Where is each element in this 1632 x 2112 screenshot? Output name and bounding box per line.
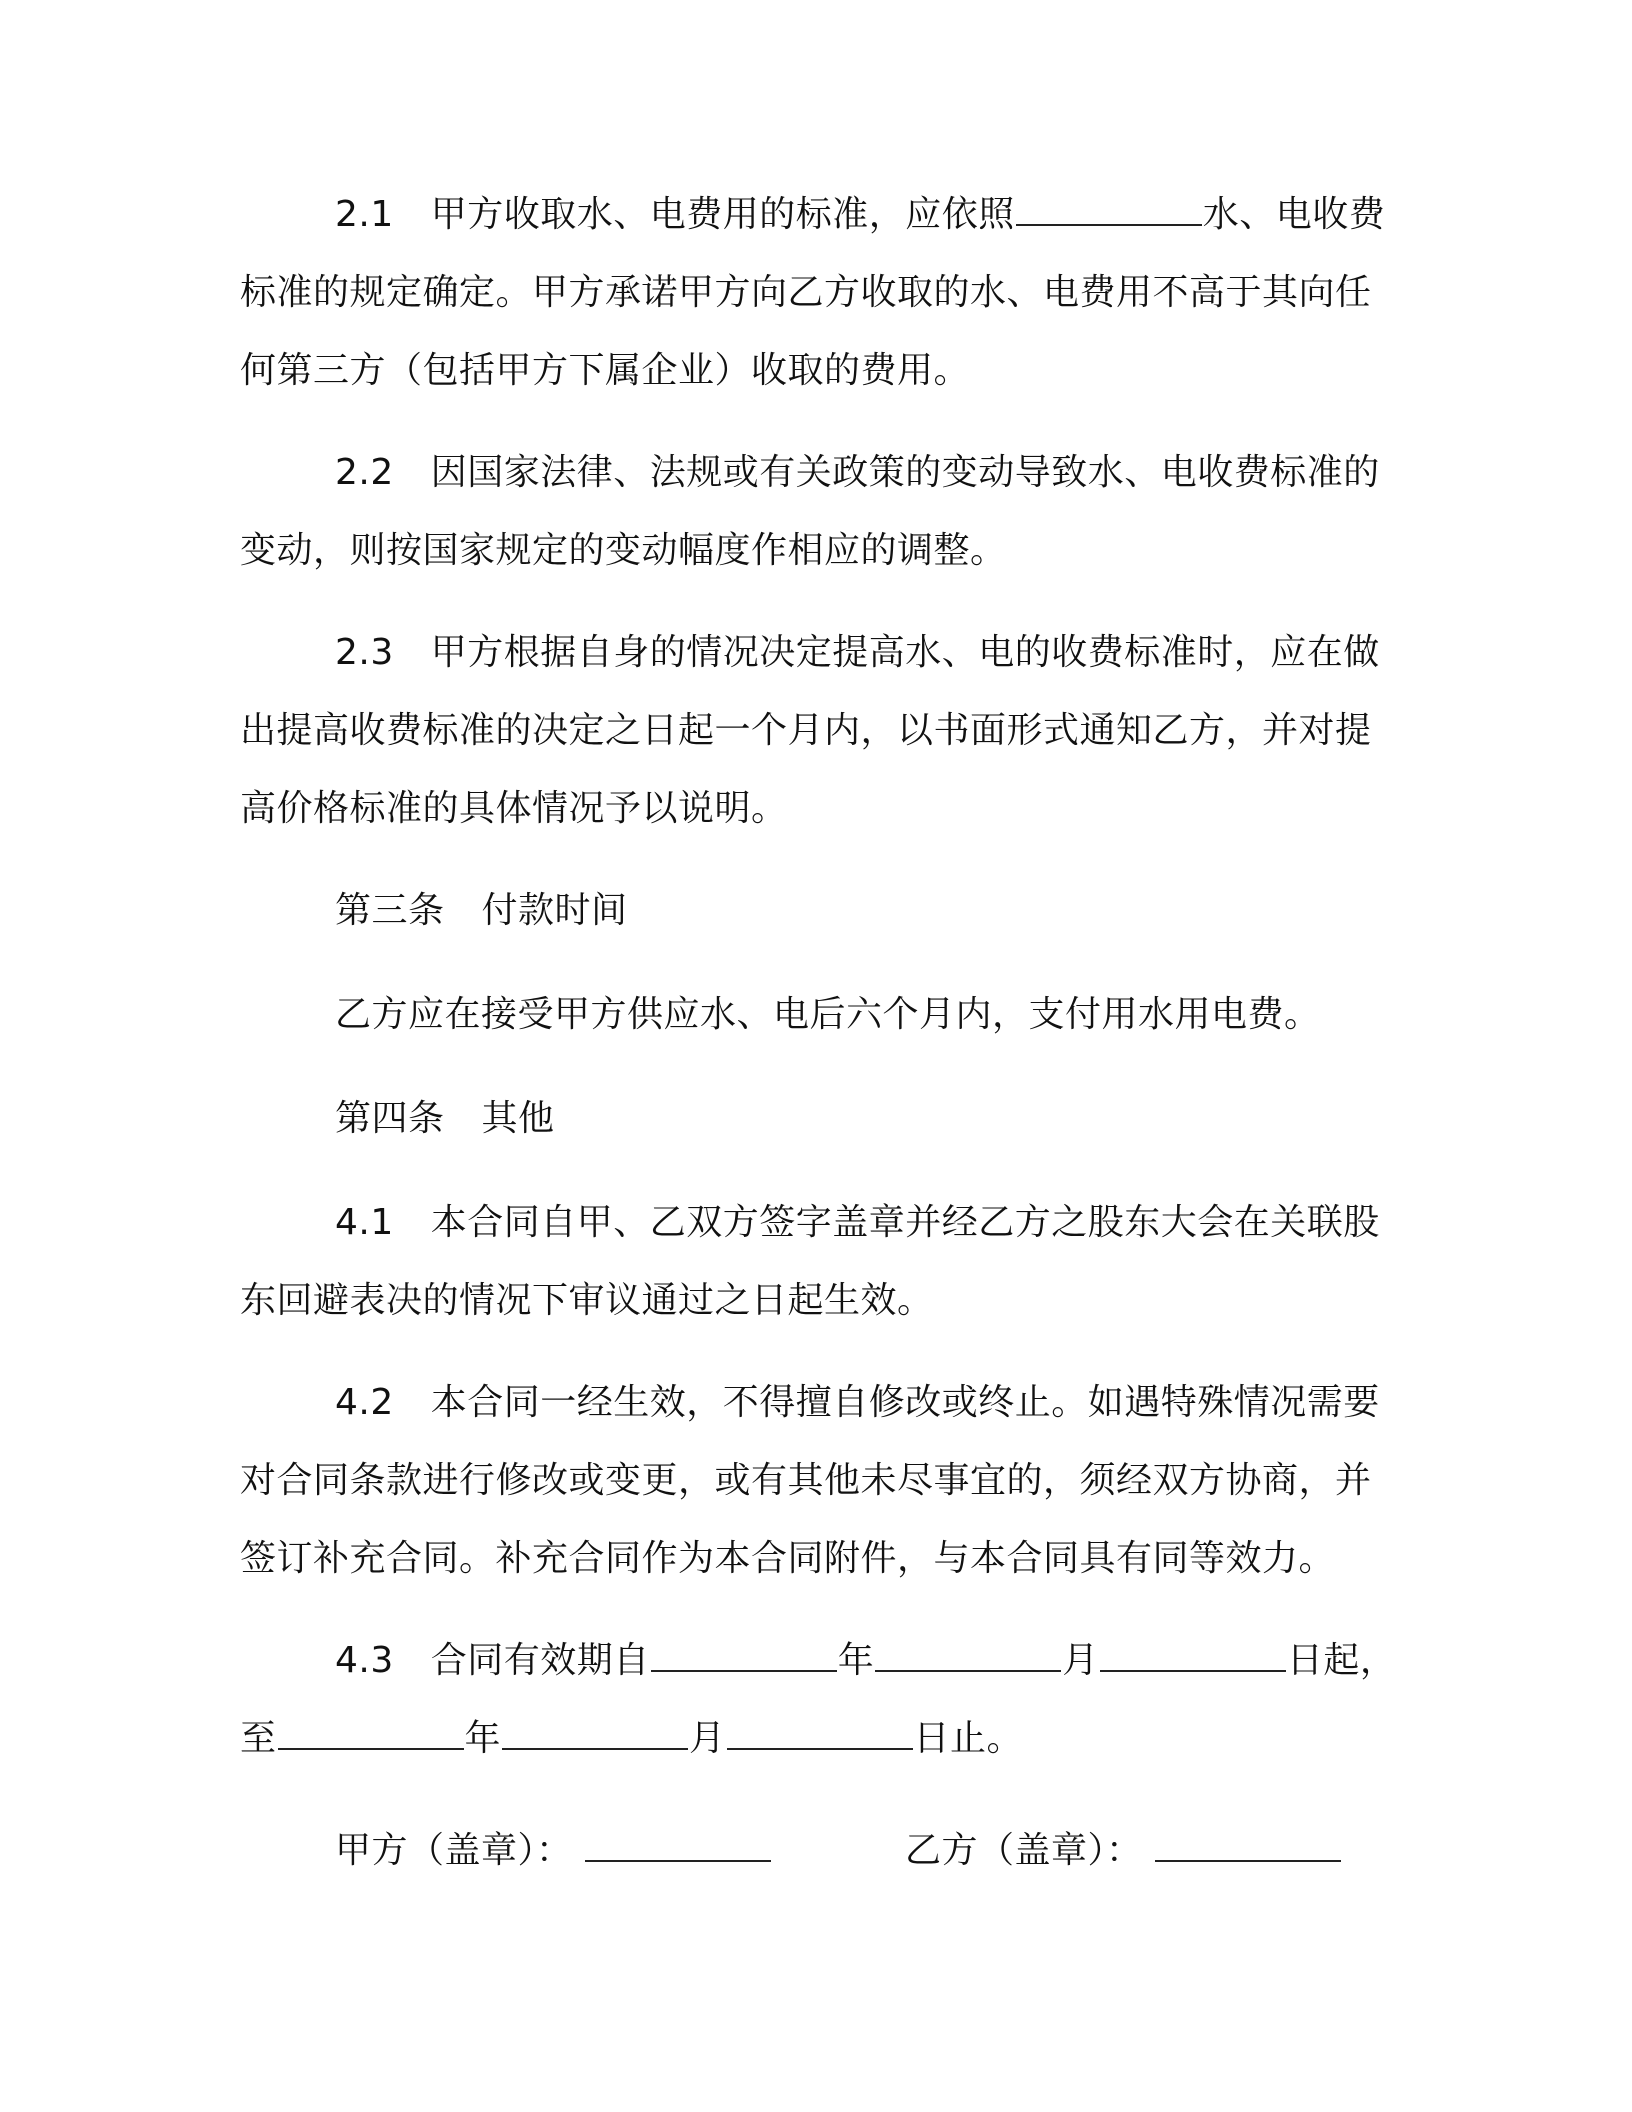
month-label: 月 <box>689 1718 726 1759</box>
year-label: 年 <box>464 1718 502 1759</box>
year-label: 年 <box>837 1640 875 1681</box>
clause-number: 4.1 <box>335 1202 394 1243</box>
end-month-field[interactable] <box>502 1718 688 1750</box>
clause-2-1 <box>240 176 1388 410</box>
day-to-label: 日止。 <box>913 1718 1024 1759</box>
party-a-seal-field[interactable] <box>585 1830 771 1862</box>
clause-4-2 <box>240 1364 1388 1598</box>
clause-4-3 <box>240 1622 1400 1778</box>
article-4-heading <box>335 1080 555 1158</box>
clause-number: 4.2 <box>335 1382 394 1423</box>
clause-number: 4.3 <box>335 1640 394 1681</box>
clause-text: 本合同自甲、乙双方签字盖章并经乙方之股东大会在关联股东回避表决的情况下审议通过之日起生效。 <box>240 1202 1380 1321</box>
party-b-signature <box>905 1812 1342 1890</box>
start-year-field[interactable] <box>651 1640 837 1672</box>
clause-text: 合同有效期自 <box>430 1640 650 1681</box>
blank-field[interactable] <box>1016 194 1202 226</box>
article-3-heading <box>335 872 628 950</box>
article-title: 付款时间 <box>481 890 628 931</box>
party-a-signature <box>335 1812 772 1890</box>
clause-number: 2.1 <box>335 194 394 235</box>
article-title: 其他 <box>481 1098 555 1139</box>
clause-text: 甲方根据自身的情况决定提高水、电的收费标准时，应在做出提高收费标准的决定之日起一个月内，以书面形式通知乙方，并对提高价格标准的具体情况予以说明。 <box>240 632 1380 829</box>
clause-2-3 <box>240 614 1388 848</box>
end-day-field[interactable] <box>727 1718 913 1750</box>
clause-text: 水、电收费标准的规定确定。甲方承诺甲方向乙方收取的水、电费用不高于其向任何第三方（包括甲方下属企业）收取的费用。 <box>240 194 1386 391</box>
article-number: 第三条 <box>335 890 445 931</box>
clause-number: 2.2 <box>335 452 394 493</box>
article-number: 第四条 <box>335 1098 445 1139</box>
end-year-field[interactable] <box>278 1718 464 1750</box>
signature-label: 甲方（盖章）： <box>335 1830 573 1871</box>
clause-4-1 <box>240 1184 1388 1340</box>
start-day-field[interactable] <box>1100 1640 1286 1672</box>
article-3-body: 乙方应在接受甲方供应水、电后六个月内，支付用水用电费。 <box>335 994 1321 1035</box>
signature-label: 乙方（盖章）： <box>905 1830 1143 1871</box>
month-label: 月 <box>1062 1640 1099 1681</box>
clause-number: 2.3 <box>335 632 394 673</box>
clause-text: 甲方收取水、电费用的标准，应依照 <box>430 194 1015 235</box>
clause-2-2 <box>240 434 1388 590</box>
day-from-label: 日起，至 <box>240 1640 1397 1759</box>
clause-text: 因国家法律、法规或有关政策的变动导致水、电收费标准的变动，则按国家规定的变动幅度作相应的调整。 <box>240 452 1380 571</box>
party-b-seal-field[interactable] <box>1155 1830 1341 1862</box>
clause-text: 本合同一经生效，不得擅自修改或终止。如遇特殊情况需要对合同条款进行修改或变更，或有其他未尽事宜的，须经双方协商，并签订补充合同。补充合同作为本合同附件，与本合同具有同等效力。 <box>240 1382 1380 1579</box>
start-month-field[interactable] <box>875 1640 1061 1672</box>
